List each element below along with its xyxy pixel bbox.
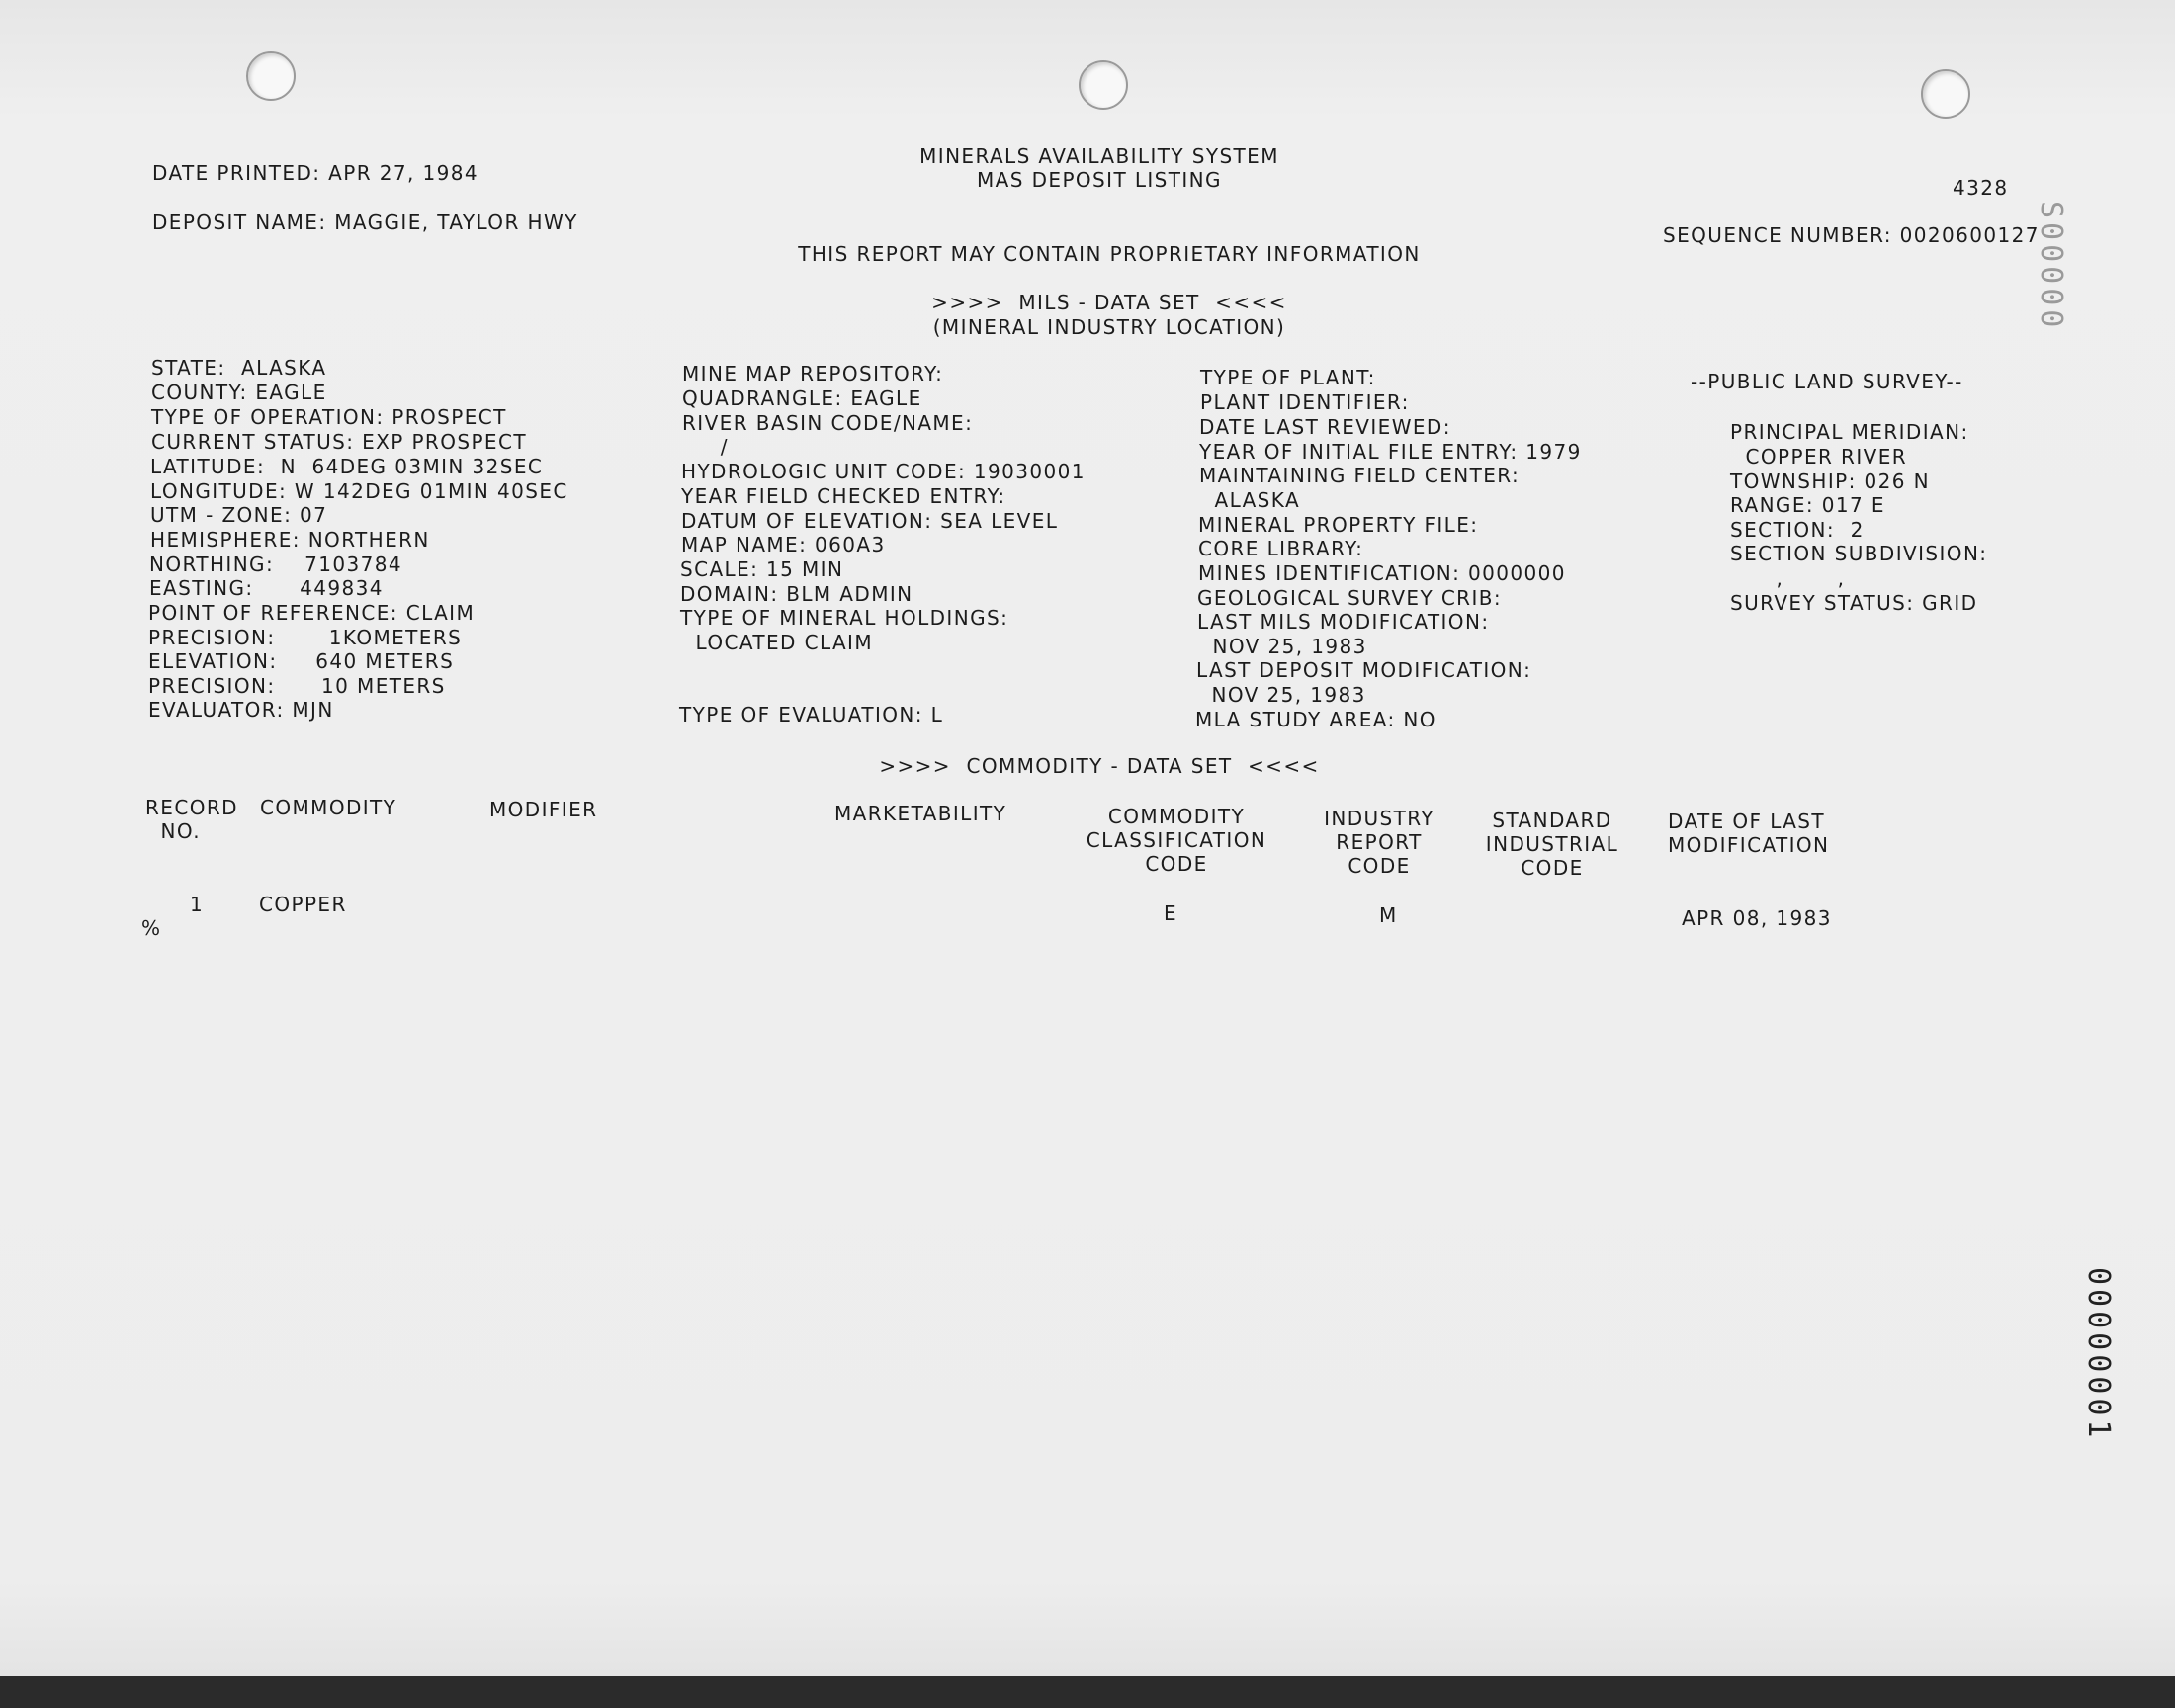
location-field: NORTHING: 7103784 bbox=[149, 553, 402, 576]
binder-hole-center bbox=[1079, 60, 1128, 110]
row-record-no: 1 bbox=[190, 893, 205, 916]
row-commodity: COPPER bbox=[259, 893, 347, 916]
location-field: QUADRANGLE: EAGLE bbox=[682, 386, 922, 410]
land-survey-title: --PUBLIC LAND SURVEY-- bbox=[1691, 370, 1963, 393]
location-field: POINT OF REFERENCE: CLAIM bbox=[148, 601, 476, 625]
mils-subheading: (MINERAL INDUSTRY LOCATION) bbox=[932, 315, 1286, 339]
land-survey-field: SURVEY STATUS: GRID bbox=[1730, 591, 1978, 615]
header-commodity: COMMODITY bbox=[260, 796, 397, 819]
mils-heading: >>>> MILS - DATA SET <<<< bbox=[931, 291, 1287, 314]
location-field: PLANT IDENTIFIER: bbox=[1200, 390, 1410, 414]
commodity-heading: >>>> COMMODITY - DATA SET <<<< bbox=[879, 754, 1320, 778]
location-field: STATE: ALASKA bbox=[151, 356, 327, 380]
location-field: TYPE OF PLANT: bbox=[1200, 366, 1376, 389]
header-industry-report-code: INDUSTRY REPORT CODE bbox=[1324, 807, 1435, 878]
location-field: LAST MILS MODIFICATION: bbox=[1197, 610, 1490, 634]
header-modifier: MODIFIER bbox=[489, 798, 598, 821]
land-survey-field: TOWNSHIP: 026 N bbox=[1730, 470, 1930, 493]
location-field: YEAR OF INITIAL FILE ENTRY: 1979 bbox=[1199, 440, 1582, 464]
date-printed: DATE PRINTED: APR 27, 1984 bbox=[152, 161, 479, 185]
location-field: RIVER BASIN CODE/NAME: bbox=[682, 411, 974, 435]
location-field: HEMISPHERE: NORTHERN bbox=[150, 528, 430, 552]
deposit-name: DEPOSIT NAME: MAGGIE, TAYLOR HWY bbox=[152, 211, 578, 234]
row-industry-report-code: M bbox=[1379, 903, 1398, 927]
location-field: SCALE: 15 MIN bbox=[680, 557, 844, 581]
location-field: DOMAIN: BLM ADMIN bbox=[680, 582, 914, 606]
location-field: LOCATED CLAIM bbox=[680, 631, 873, 654]
location-field: EVALUATOR: MJN bbox=[148, 698, 334, 722]
header-marketability: MARKETABILITY bbox=[834, 802, 1007, 825]
header-date-last-modification: DATE OF LAST MODIFICATION bbox=[1668, 810, 1830, 857]
location-field: MINE MAP REPOSITORY: bbox=[682, 362, 944, 385]
location-field: MLA STUDY AREA: NO bbox=[1195, 708, 1436, 731]
binder-hole-left bbox=[246, 51, 296, 101]
page-number: 4328 bbox=[1953, 176, 2009, 200]
row-mark: % bbox=[141, 916, 162, 940]
land-survey-field: RANGE: 017 E bbox=[1730, 493, 1885, 517]
location-field: PRECISION: 10 METERS bbox=[148, 674, 446, 698]
location-field: LAST DEPOSIT MODIFICATION: bbox=[1196, 658, 1532, 682]
location-field: DATE LAST REVIEWED: bbox=[1199, 415, 1451, 439]
land-survey-field: COPPER RIVER bbox=[1730, 445, 1908, 469]
location-field: TYPE OF OPERATION: PROSPECT bbox=[151, 405, 507, 429]
location-field: COUNTY: EAGLE bbox=[151, 381, 327, 404]
header-sic-code: STANDARD INDUSTRIAL CODE bbox=[1485, 809, 1619, 880]
location-field: MAP NAME: 060A3 bbox=[681, 533, 886, 556]
land-survey-field: PRINCIPAL MERIDIAN: bbox=[1730, 420, 1969, 444]
scan-border bbox=[0, 1676, 2175, 1708]
location-field: YEAR FIELD CHECKED ENTRY: bbox=[681, 484, 1006, 508]
margin-stamp-upper: S00000 bbox=[2034, 201, 2068, 332]
margin-stamp-lower: 00000001 bbox=[2081, 1267, 2116, 1442]
location-field: GEOLOGICAL SURVEY CRIB: bbox=[1197, 586, 1503, 610]
header-classification-code: COMMODITY CLASSIFICATION CODE bbox=[1086, 805, 1267, 876]
location-field: CORE LIBRARY: bbox=[1198, 537, 1364, 560]
location-field: PRECISION: 1KOMETERS bbox=[148, 626, 463, 649]
location-field: HYDROLOGIC UNIT CODE: 19030001 bbox=[681, 460, 1086, 483]
binder-hole-right bbox=[1921, 69, 1970, 119]
location-field: UTM - ZONE: 07 bbox=[150, 503, 328, 527]
header-record-no: RECORD NO. bbox=[145, 796, 238, 843]
location-field: NOV 25, 1983 bbox=[1197, 635, 1367, 658]
row-date-last-modification: APR 08, 1983 bbox=[1682, 906, 1832, 930]
row-classification-code: E bbox=[1164, 901, 1178, 925]
proprietary-notice: THIS REPORT MAY CONTAIN PROPRIETARY INFORMATION bbox=[798, 242, 1421, 266]
location-field: ALASKA bbox=[1199, 488, 1301, 512]
land-survey-field: SECTION SUBDIVISION: bbox=[1730, 542, 1988, 565]
land-survey-field: , , bbox=[1730, 566, 1846, 590]
location-field: MINERAL PROPERTY FILE: bbox=[1198, 513, 1479, 537]
location-field: LONGITUDE: W 142DEG 01MIN 40SEC bbox=[150, 479, 568, 503]
location-field: NOV 25, 1983 bbox=[1196, 683, 1366, 707]
location-field: LATITUDE: N 64DEG 03MIN 32SEC bbox=[150, 455, 544, 478]
land-survey-field: SECTION: 2 bbox=[1730, 518, 1865, 542]
location-field: EASTING: 449834 bbox=[149, 576, 384, 600]
sequence-number: SEQUENCE NUMBER: 0020600127 bbox=[1663, 223, 2040, 247]
location-field: TYPE OF MINERAL HOLDINGS: bbox=[680, 606, 1009, 630]
listing-title: MAS DEPOSIT LISTING bbox=[977, 168, 1222, 192]
location-field: ELEVATION: 640 METERS bbox=[148, 649, 455, 673]
location-field: MINES IDENTIFICATION: 0000000 bbox=[1198, 561, 1566, 585]
location-field: CURRENT STATUS: EXP PROSPECT bbox=[151, 430, 527, 454]
location-field: MAINTAINING FIELD CENTER: bbox=[1199, 464, 1521, 487]
location-field: DATUM OF ELEVATION: SEA LEVEL bbox=[681, 509, 1059, 533]
location-field: / bbox=[682, 435, 729, 459]
system-title: MINERALS AVAILABILITY SYSTEM bbox=[919, 144, 1279, 168]
location-field: TYPE OF EVALUATION: L bbox=[679, 703, 944, 726]
